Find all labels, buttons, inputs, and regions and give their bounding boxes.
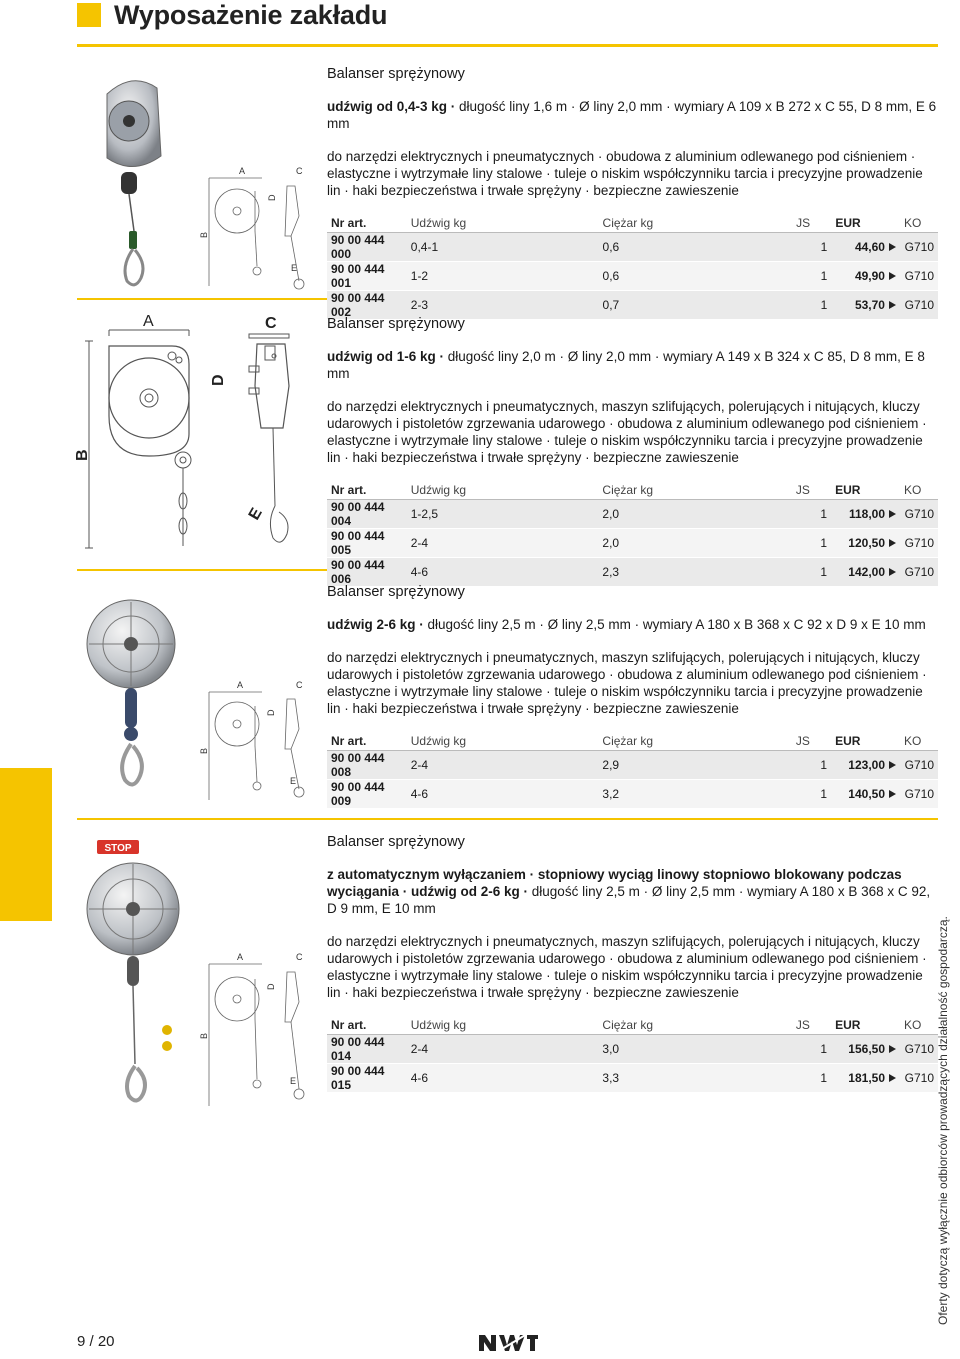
- col-ko: KO: [900, 733, 938, 750]
- spec-rest: długość liny 1,6 m · Ø liny 2,0 mm · wymiary A 109 x B 272 x C 55, D 8 mm, E 6 mm: [327, 99, 937, 131]
- col-eur: EUR: [831, 1017, 900, 1034]
- product-table: [327, 215, 938, 320]
- page-number: 9 / 20: [77, 1333, 115, 1350]
- table-row: 90 00 444 014 2-4 3,0 1 156,50 G710: [327, 1034, 938, 1063]
- col-ko: KO: [900, 482, 938, 499]
- description: do narzędzi elektrycznych i pneumatycznych · obudowa z aluminium odlewanego pod ciśnieniem · elastyczne i wytrzymałe liny stalowe · tuleje o niskim współczynniku tarcia i precyzyjne prowadzenie lin · haki bezpieczeństwa i trwałe sprężyny · bezpieczne zawieszenie: [327, 149, 923, 198]
- table-row: 90 00 444 008 2-4 2,9 1 123,00 G710: [327, 750, 938, 779]
- dim-label-d: D: [266, 709, 276, 716]
- arrow-right-icon: [889, 539, 896, 547]
- spec-bold: udźwig od 0,4-3 kg ·: [327, 99, 456, 114]
- dim-label-e: E: [291, 263, 298, 273]
- section-divider: [77, 818, 938, 820]
- col-art: Nr art.: [327, 1017, 407, 1034]
- header-accent-square: [77, 3, 101, 27]
- product-section-1: [77, 66, 938, 319]
- product-table: [327, 1017, 938, 1093]
- dim-label-a: A: [239, 166, 246, 176]
- product-table: [327, 733, 938, 809]
- arrow-right-icon: [889, 510, 896, 518]
- col-load: Udźwig kg: [407, 733, 599, 750]
- product-table: [327, 482, 938, 587]
- dim-label-d: D: [266, 983, 276, 990]
- dim-label-a: A: [237, 952, 244, 962]
- dim-label-b: B: [199, 231, 209, 238]
- balancer-photo-icon: [77, 584, 317, 809]
- dim-label-b: B: [74, 449, 91, 461]
- balancer-diagram-icon: [74, 313, 317, 562]
- description: do narzędzi elektrycznych i pneumatycznych, maszyn szlifujących, polerujących i nitujących, kluczy udarowych i pistoletów zgrzewania udarowego · obudowa z aluminium odlewanego pod ciśnieniem · elastyczne i wytrzymałe liny stalowe · tuleje o niskim współczynniku tarcia i precyzyjne prowadzenie lin · haki bezpieczeństwa i trwałe sprężyny · bezpieczne zawieszenie: [327, 650, 927, 716]
- dim-label-b: B: [199, 1032, 209, 1039]
- product-image-3: [77, 584, 317, 814]
- spec-bold: udźwig od 1-6 kg ·: [327, 349, 444, 364]
- spec-rest: długość liny 2,5 m · Ø liny 2,5 mm · wymiary A 180 x B 368 x C 92, D 9 mm, E 10 mm: [327, 884, 931, 916]
- col-load: Udźwig kg: [407, 215, 599, 232]
- col-eur: EUR: [831, 215, 900, 232]
- table-row: 90 00 444 015 4-6 3,3 1 181,50 G710: [327, 1063, 938, 1092]
- dim-label-c: C: [296, 680, 303, 690]
- arrow-right-icon: [889, 1074, 896, 1082]
- product-diagram-2: [74, 313, 317, 567]
- col-art: Nr art.: [327, 482, 407, 499]
- dim-label-d: D: [267, 194, 277, 201]
- col-eur: EUR: [831, 482, 900, 499]
- col-weight: Ciężar kg: [598, 1017, 791, 1034]
- section-title: Balanser sprężynowy: [327, 66, 465, 82]
- col-load: Udźwig kg: [407, 1017, 599, 1034]
- col-js: JS: [792, 482, 831, 499]
- table-row: 90 00 444 005 2-4 2,0 1 120,50 G710: [327, 528, 938, 557]
- col-js: JS: [792, 215, 831, 232]
- spec-line: [327, 98, 938, 132]
- arrow-right-icon: [889, 1045, 896, 1053]
- arrow-right-icon: [889, 243, 896, 251]
- brand-logo-icon: [477, 1333, 539, 1353]
- dim-label-c: C: [296, 166, 303, 176]
- page-title: Wyposażenie zakładu: [114, 0, 388, 30]
- description: do narzędzi elektrycznych i pneumatycznych, maszyn szlifujących, polerujących i nitujących, kluczy udarowych i pistoletów zgrzewania udarowego · obudowa z aluminium odlewanego pod ciśnieniem · elastyczne i wytrzymałe liny stalowe · tuleje o niskim współczynniku tarcia i precyzyjne prowadzenie lin · haki bezpieczeństwa i trwałe sprężyny · bezpieczne zawieszenie: [327, 934, 927, 1000]
- product-section-3: [77, 584, 938, 809]
- section-title: Balanser sprężynowy: [327, 834, 465, 850]
- col-art: Nr art.: [327, 733, 407, 750]
- dim-label-e: E: [245, 505, 266, 523]
- col-weight: Ciężar kg: [598, 482, 791, 499]
- spec-line: [327, 348, 938, 382]
- product-image-4: [77, 834, 317, 1119]
- dim-label-a: A: [143, 313, 154, 330]
- arrow-right-icon: [889, 790, 896, 798]
- arrow-right-icon: [889, 301, 896, 309]
- balancer-photo-icon: [77, 66, 317, 291]
- legal-side-note: Oferty dotyczą wyłącznie odbiorców prowadzących działalność gospodarczą.: [936, 916, 950, 1325]
- nwt-logo: [477, 1333, 539, 1358]
- header-rule: [77, 44, 938, 47]
- col-eur: EUR: [831, 733, 900, 750]
- col-ko: KO: [900, 215, 938, 232]
- table-row: 90 00 444 002 2-3 0,7 1 53,70 G710: [327, 290, 938, 319]
- col-load: Udźwig kg: [407, 482, 599, 499]
- spec-bold: udźwig 2-6 kg ·: [327, 617, 424, 632]
- col-js: JS: [792, 733, 831, 750]
- dim-label-d: D: [210, 374, 227, 386]
- dim-label-b: B: [199, 747, 209, 754]
- table-row: 90 00 444 000 0,4-1 0,6 1 44,60 G710: [327, 232, 938, 261]
- section-title: Balanser sprężynowy: [327, 316, 465, 332]
- description: do narzędzi elektrycznych i pneumatycznych, maszyn szlifujących, polerujących i nitujących, kluczy udarowych i pistoletów zgrzewania udarowego · obudowa z aluminium odlewanego pod ciśnieniem · elastyczne i wytrzymałe liny stalowe · tuleje o niskim współczynniku tarcia i precyzyjne prowadzenie lin · haki bezpieczeństwa i trwałe sprężyny · bezpieczne zawieszenie: [327, 399, 927, 465]
- dim-label-e: E: [290, 776, 297, 786]
- col-art: Nr art.: [327, 215, 407, 232]
- arrow-right-icon: [889, 272, 896, 280]
- product-section-2: [74, 313, 938, 586]
- col-weight: Ciężar kg: [599, 215, 793, 232]
- col-ko: KO: [900, 1017, 938, 1034]
- arrow-right-icon: [889, 761, 896, 769]
- table-row: 90 00 444 004 1-2,5 2,0 1 118,00 G710: [327, 499, 938, 528]
- dim-label-c: C: [296, 952, 303, 962]
- side-tab-marker: [0, 768, 52, 921]
- product-section-4: [77, 834, 938, 1114]
- table-row: 90 00 444 009 4-6 3,2 1 140,50 G710: [327, 779, 938, 808]
- spec-line: [327, 616, 938, 633]
- table-row: 90 00 444 001 1-2 0,6 1 49,90 G710: [327, 261, 938, 290]
- col-js: JS: [792, 1017, 831, 1034]
- spec-line: [327, 866, 938, 917]
- table-row: 90 00 444 006 4-6 2,3 1 142,00 G710: [327, 557, 938, 586]
- spec-rest: długość liny 2,5 m · Ø liny 2,5 mm · wymiary A 180 x B 368 x C 92 x D 9 x E 10 mm: [423, 617, 926, 632]
- spec-bold: z automatycznym wyłączaniem · stopniowy wyciąg linowy stopniowo blokowany podczas wyciągania · udźwig od 2-6 kg ·: [327, 867, 902, 899]
- section-title: Balanser sprężynowy: [327, 584, 465, 600]
- dim-label-c: C: [265, 315, 277, 332]
- col-weight: Ciężar kg: [598, 733, 791, 750]
- spec-rest: długość liny 2,0 m · Ø liny 2,0 mm · wymiary A 149 x B 324 x C 85, D 8 mm, E 8 mm: [327, 349, 925, 381]
- product-image-1: [77, 66, 317, 296]
- balancer-photo-icon: [77, 834, 317, 1114]
- stop-label: STOP: [104, 843, 132, 854]
- arrow-right-icon: [889, 568, 896, 576]
- dim-label-e: E: [290, 1076, 297, 1086]
- dim-label-a: A: [237, 680, 244, 690]
